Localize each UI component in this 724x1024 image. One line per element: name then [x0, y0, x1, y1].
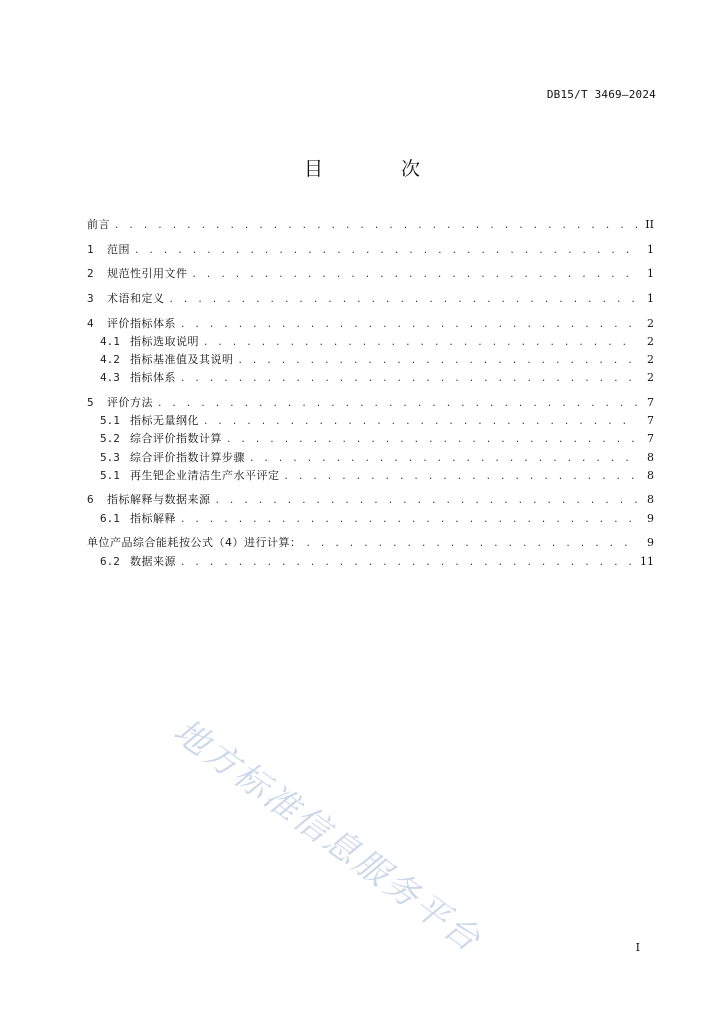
- toc-entry-number: 5: [87, 396, 94, 409]
- toc-entry-label: 再生钯企业清洁生产水平评定: [130, 468, 280, 482]
- toc-entry-page: 11: [640, 554, 654, 568]
- table-of-contents: [87, 216, 654, 571]
- toc-entry[interactable]: [87, 241, 654, 259]
- toc-entry-label: 综合评价指数计算步骤: [130, 450, 245, 464]
- toc-entry-number: 5.1: [100, 414, 120, 428]
- toc-entry-page: 2: [647, 371, 654, 385]
- toc-leader-dots: [215, 492, 639, 510]
- document-code: DB15/T 3469—2024: [546, 88, 656, 101]
- toc-leader-dots: [238, 352, 639, 370]
- toc-entry[interactable]: [87, 534, 654, 552]
- toc-entry-label: 前言: [87, 218, 110, 231]
- toc-entry-page: 9: [647, 536, 654, 550]
- toc-leader-dots: [180, 554, 636, 572]
- toc-leader-dots: [134, 242, 638, 260]
- toc-entry-label: 指标无量纲化: [130, 414, 199, 428]
- toc-leader-dots: [226, 431, 638, 449]
- toc-entry-label: 综合评价指数计算: [130, 432, 222, 446]
- toc-entry-page: 2: [647, 353, 654, 367]
- toc-entry-label: 术语和定义: [107, 292, 165, 306]
- toc-entry-number: 3: [87, 292, 94, 306]
- toc-entry-page: 2: [647, 316, 654, 330]
- toc-entry[interactable]: [87, 333, 654, 351]
- toc-leader-dots: [203, 334, 638, 352]
- toc-leader-dots: [203, 413, 638, 431]
- toc-entry[interactable]: [87, 449, 654, 467]
- toc-entry-page: 1: [647, 292, 654, 306]
- toc-entry-label: 评价指标体系: [107, 316, 176, 330]
- toc-entry-number: 4.1: [100, 334, 120, 348]
- toc-entry-page: 8: [647, 493, 654, 507]
- toc-entry-label: 指标体系: [130, 371, 176, 385]
- toc-entry-page: 1: [647, 267, 654, 281]
- toc-entry[interactable]: [87, 491, 654, 509]
- toc-entry-page: 7: [647, 414, 654, 428]
- toc-leader-dots: [192, 266, 639, 284]
- toc-entry-label: 指标基准值及其说明: [130, 353, 234, 367]
- toc-entry-page: 2: [647, 334, 654, 348]
- toc-entry-number: 4: [87, 316, 94, 330]
- toc-entry-number: 4.2: [100, 353, 120, 367]
- toc-entry-number: 5.1: [100, 468, 120, 482]
- page-title: 目 次: [303, 158, 457, 180]
- toc-entry-label: 指标选取说明: [130, 334, 199, 348]
- toc-entry[interactable]: [87, 430, 654, 448]
- toc-entry-label: 指标解释与数据来源: [107, 493, 211, 507]
- toc-entry-label: 数据来源: [130, 554, 176, 568]
- toc-entry[interactable]: [87, 265, 654, 283]
- toc-entry-label: 范围: [107, 242, 130, 256]
- toc-leader-dots: [306, 535, 639, 553]
- toc-entry-number: 1: [87, 242, 94, 256]
- toc-entry[interactable]: [87, 467, 654, 485]
- toc-leader-dots: [249, 450, 638, 468]
- toc-leader-dots: [114, 217, 638, 235]
- toc-entry-number: 5.3: [100, 450, 120, 464]
- toc-entry-page: 8: [647, 468, 654, 482]
- toc-entry-page: 8: [647, 450, 654, 464]
- toc-entry-label: 评价方法: [107, 396, 153, 409]
- toc-entry[interactable]: [87, 553, 654, 571]
- toc-leader-dots: [180, 370, 638, 388]
- toc-entry[interactable]: [87, 510, 654, 528]
- toc-entry[interactable]: [87, 216, 654, 234]
- toc-entry-label: 指标解释: [130, 511, 176, 525]
- toc-entry[interactable]: [87, 412, 654, 430]
- toc-entry-number: 6: [87, 493, 94, 507]
- toc-entry-page: 9: [647, 511, 654, 525]
- watermark: 地方标准信息服务平台: [166, 711, 490, 961]
- toc-leader-dots: [169, 291, 639, 309]
- toc-leader-dots: [180, 316, 638, 334]
- toc-entry-number: 5.2: [100, 432, 120, 446]
- toc-entry[interactable]: [87, 394, 654, 412]
- toc-entry[interactable]: [87, 290, 654, 308]
- toc-entry-label: 规范性引用文件: [107, 267, 188, 281]
- page-number: I: [635, 941, 640, 954]
- toc-entry-number: 6.1: [100, 511, 120, 525]
- toc-entry[interactable]: [87, 315, 654, 333]
- toc-entry[interactable]: [87, 351, 654, 369]
- toc-entry[interactable]: [87, 369, 654, 387]
- toc-entry-page: 7: [647, 396, 654, 409]
- toc-entry-label: 单位产品综合能耗按公式（4）进行计算：: [87, 536, 302, 550]
- toc-leader-dots: [180, 511, 638, 529]
- toc-leader-dots: [157, 395, 638, 413]
- toc-entry-page: 1: [647, 242, 654, 256]
- toc-leader-dots: [284, 468, 639, 486]
- toc-entry-number: 2: [87, 267, 94, 281]
- toc-entry-number: 6.2: [100, 554, 120, 568]
- toc-entry-page: II: [645, 218, 654, 231]
- toc-entry-page: 7: [647, 432, 654, 446]
- toc-entry-number: 4.3: [100, 371, 120, 385]
